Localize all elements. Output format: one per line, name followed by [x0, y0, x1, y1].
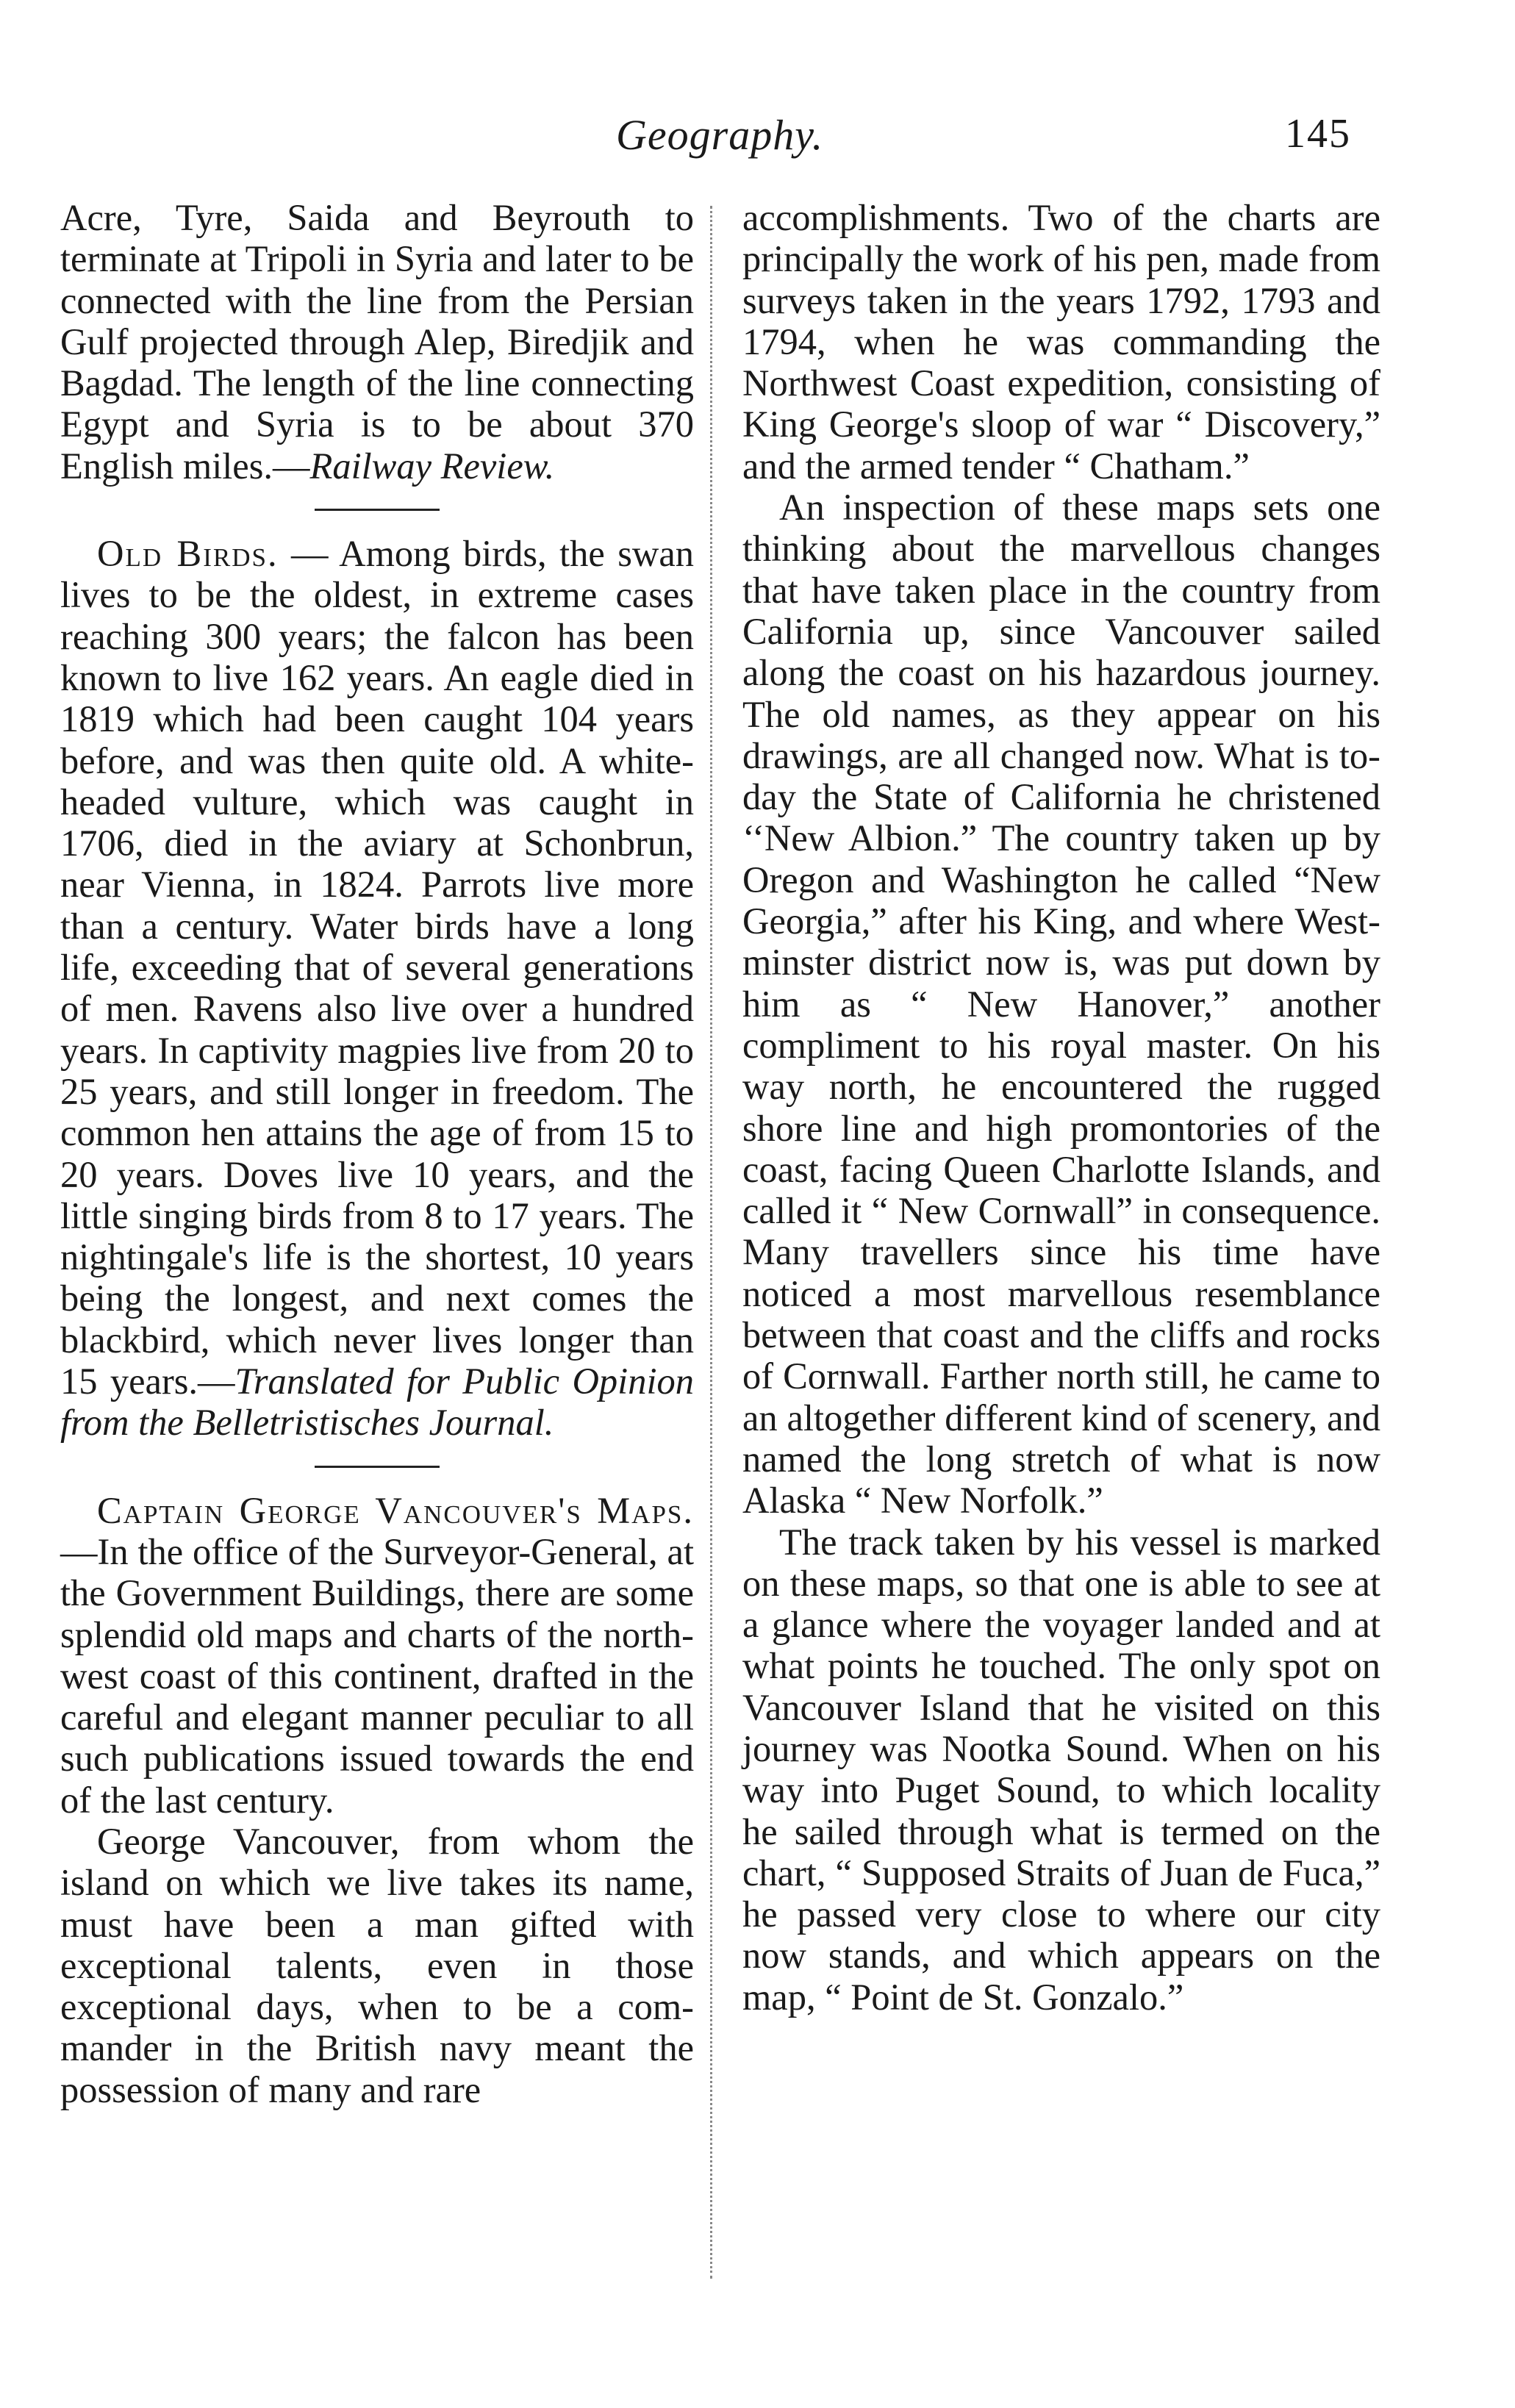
right-paragraph-3: The track taken by his vessel is marked on these maps, so that one is able to see at a glance where the voyager landed and at what points he touched. The only spot on Vancouver Island that he visited on this journey was Nootka Sound. When on his way into Puget Sound, to which locality he sailed through what is termed on the chart, “ Supposed Straits of Juan de Fuca,” he passed very close to where our city now stands, and which appears on the map, “ Point de St. Gonzalo.” [742, 1521, 1380, 2018]
right-column [742, 197, 1380, 2018]
page-number: 145 [1285, 111, 1351, 157]
section-separator [315, 509, 440, 511]
old-birds-paragraph [60, 533, 694, 1444]
old-birds-text: — Among birds, the swan lives to be the oldest, in extreme cases reaching 300 years; the falcon has been known to live 162 years. An eagle died in 1819 which had been caught 104 years before, and was then quite old. A white-headed vulture, which was caught in 1706, died in the aviary at Schonbrun, near Vienna, in 1824. Parrots live more than a century. Water birds have a long life, exceeding that of several generations of men. Ravens also live over a hundred years. In captivity magpies live from 20 to 25 years, and still longer in freedom. The common hen attains the age of from 15 to 20 years. Doves live 10 years, and the little singing birds from 8 to 17 years. The nightingale's life is the shortest, 10 years being the longest, and next comes the blackbird, which never lives longer than 15 years.— [60, 533, 694, 1402]
railway-source: Railway Review. [309, 445, 555, 487]
section-separator [315, 1466, 440, 1468]
vancouver-paragraph [60, 1490, 694, 1821]
right-paragraph-2: An inspection of these maps sets one thinking about the marvellous changes that have taken place in the country from California up, since Vancouver sailed along the coast on his hazardous journey. The old names, as they appear on his drawings, are all changed now. What is to-day the State of California he christened ‘‘New Albion.” The country taken up by Oregon and Washington he called “New Georgia,” after his King, and where Westminster district now is, was put down by him as “ New Hanover,” another compliment to his royal master. On his way north, he encountered the rugged shore line and high promontories of the coast, facing Queen Charlotte Islands, and called it “ New Cornwall” in consequence. Many travellers since his time have noticed a most marvellous resemblance between that coast and the cliffs and rocks of Cornwall. Farther north still, he came to an altogether different kind of scenery, and named the long stretch of what is now Alaska “ New Norfolk.” [742, 487, 1380, 1522]
vancouver-heading: Captain George Vancouver's Maps. [97, 1489, 694, 1531]
running-title: Geography. [616, 111, 824, 159]
railway-text: Acre, Tyre, Saida and Beyrouth to terminate at Tripoli in Syria and later to be connected with the line from the Persian Gulf projected through Alep, Biredjik and Bagdad. The length of the line connecting Egypt and Syria is to be about 370 English miles.— [60, 197, 694, 487]
old-birds-source: Translated for Public Opinion from the Belletristisches Journal. [60, 1361, 694, 1444]
running-head [0, 110, 1515, 169]
column-rule [710, 206, 712, 2279]
vancouver-text: —In the office of the Surveyor-General, at the Government Buildings, there are some splendid old maps and charts of the north-west coast of this continent, drafted in the careful and elegant manner peculiar to all such publications issued towards the end of the last century. [60, 1530, 694, 1821]
railway-paragraph [60, 197, 694, 487]
vancouver-paragraph-2: George Vancouver, from whom the island on which we live takes its name, must have been a man gifted with exceptional talents, even in those exceptional days, when to be a commander in the British navy meant the possession of many and rare [60, 1820, 694, 2110]
left-column [60, 197, 694, 2110]
old-birds-heading: Old Birds. [97, 533, 279, 575]
right-paragraph-1: accomplishments. Two of the charts are principally the work of his pen, made from surveys taken in the years 1792, 1793 and 1794, when he was commanding the Northwest Coast expedition, consisting of King George's sloop of war “ Discovery,” and the armed tender “ Chatham.” [742, 197, 1380, 487]
